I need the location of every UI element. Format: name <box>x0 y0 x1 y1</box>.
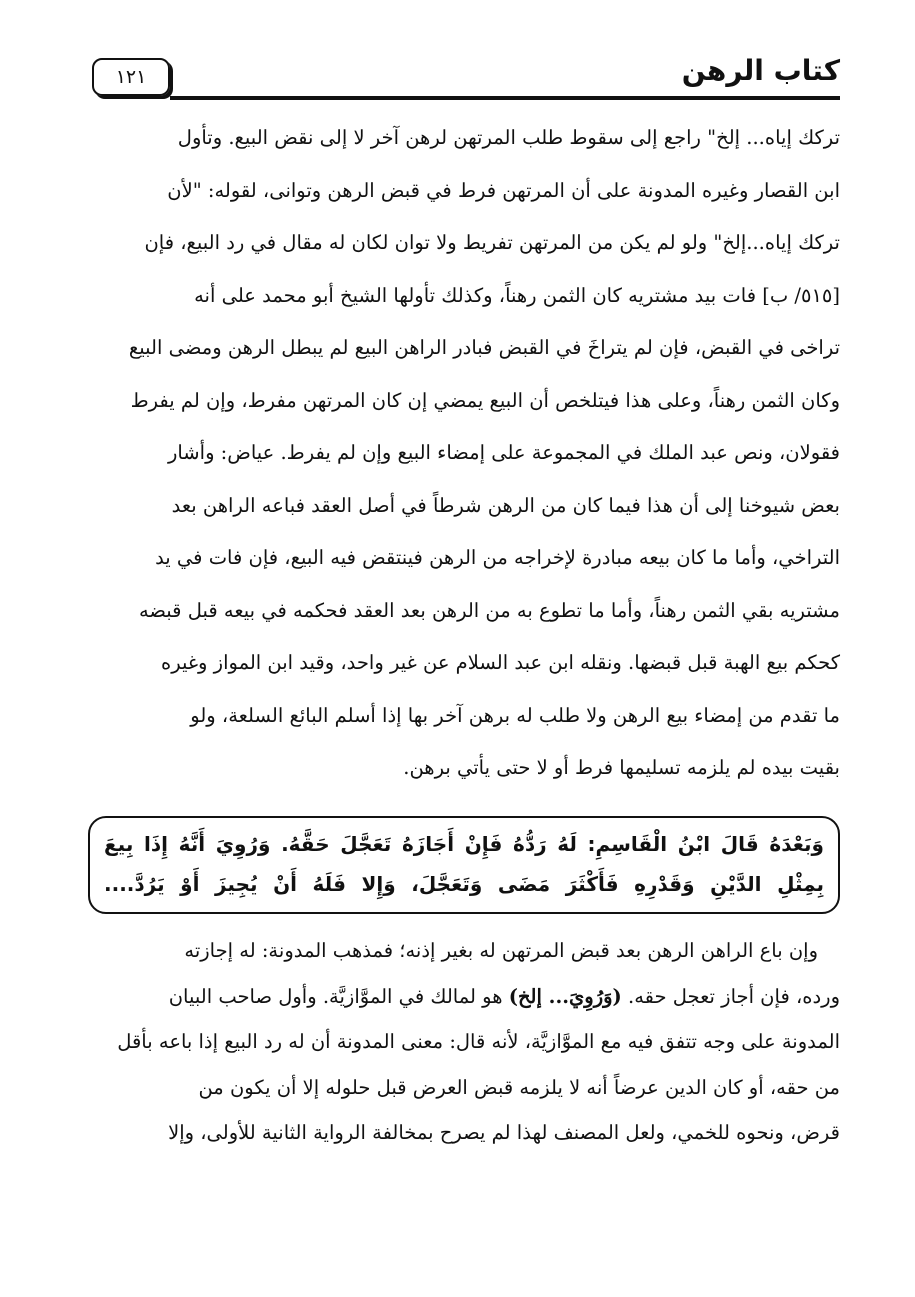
running-title: كتاب الرهن <box>681 54 840 87</box>
text-line: من حقه، أو كان الدين عرضاً أنه لا يلزمه قبض العرض قبل حلوله إلا أن يكون من <box>198 1075 840 1099</box>
text-line: ما تقدم من إمضاء بيع الرهن ولا طلب له برهن آخر بها إذا أسلم البائع السلعة، ولو <box>190 703 840 727</box>
text-line: وكان الثمن رهناً، وعلى هذا فيتلخص أن البيع يمضي إن كان المرتهن مفرط، وإن لم يفرط <box>130 388 840 412</box>
text-line: بقيت بيده لم يلزمه تسليمها فرط أو لا حتى يأتي برهن. <box>403 756 840 779</box>
matn-citation: (وَرُوِيَ... إلخ) <box>508 984 622 1008</box>
page-header <box>88 52 840 102</box>
text-line-with-citation <box>88 974 840 1020</box>
text-line: فقولان، ونص عبد الملك في المجموعة على إمضاء البيع وإن لم يفرط. عياض: وأشار <box>167 441 840 464</box>
text-line: قرض، ونحوه للخمي، ولعل المصنف لهذا لم يصرح بمخالفة الرواية الثانية للأولى، وإلا <box>168 1121 840 1144</box>
text-line: تركك إياه...إلخ" ولو لم يكن من المرتهن تفريط ولا توان لكان له مقال في رد البيع، فإن <box>144 231 840 254</box>
text-line: تركك إياه... إلخ" راجع إلى سقوط طلب المرتهن لرهن آخر لا إلى نقض البيع. وتأول <box>177 126 840 149</box>
text-line: المدونة على وجه تتفق فيه مع الموَّازيَّة، لأنه قال: معنى المدونة أن له رد البيع إذا باعه بأقل <box>117 1030 840 1053</box>
text-line: [٥١٥/ ب] فات بيد مشتريه كان الثمن رهناً، وكذلك تأولها الشيخ أبو محمد على أنه <box>194 283 840 307</box>
matn-quote-box <box>88 816 840 914</box>
text-segment: هو لمالك في الموَّازيَّة. وأول صاحب البيان <box>168 984 509 1008</box>
text-segment: ورده، فإن أجاز تعجل حقه. <box>621 984 840 1008</box>
text-line: وإن باع الراهن الرهن بعد قبض المرتهن له بغير إذنه؛ فمذهب المدونة: له إجازته <box>184 939 818 962</box>
bottom-paragraph <box>88 928 840 1156</box>
matn-line: وَبَعْدَهُ قَالَ ابْنُ الْقَاسِمِ: لَهُ رَدُّهُ فَإِنْ أَجَازَهُ تَعَجَّلَ حَقَّهُ. وَرُوِيَ أَنَّهُ إِذَا بِيعَ <box>104 832 824 856</box>
text-line: بعض شيوخنا إلى أن هذا فيما كان من الرهن شرطاً في أصل العقد فباعه الراهن بعد <box>171 493 840 517</box>
page-number: ١٢١ <box>92 58 170 96</box>
text-line: مشتريه بقي الثمن رهناً، وأما ما تطوع به من الرهن بعد العقد فحكمه في بيعه قبل قبضه <box>138 598 840 622</box>
header-rule <box>170 96 840 100</box>
matn-line: بِمِثْلِ الدَّيْنِ وَقَدْرِهِ فَأَكْثَرَ مَضَى وَتَعَجَّلَ، وَإِلا فَلَهُ أَنْ يُجِيزَ أَوْ يَرُدَّ.... <box>104 872 824 896</box>
text-line: ابن القصار وغيره المدونة على أن المرتهن فرط في قبض الرهن وتوانى، لقوله: "لأن <box>167 178 840 202</box>
text-line: تراخى في القبض، فإن لم يتراخَ في القبض فبادر الراهن البيع لم يبطل الرهن ومضى البيع <box>128 336 840 359</box>
text-line: التراخي، وأما ما كان بيعه مبادرة لإخراجه من الرهن فينتقض فيه البيع، فإن فات في يد <box>155 546 840 569</box>
text-line: كحكم بيع الهبة قبل قبضها. ونقله ابن عبد السلام عن غير واحد، وقيد ابن المواز وغيره <box>160 651 840 674</box>
top-paragraph <box>88 112 840 795</box>
